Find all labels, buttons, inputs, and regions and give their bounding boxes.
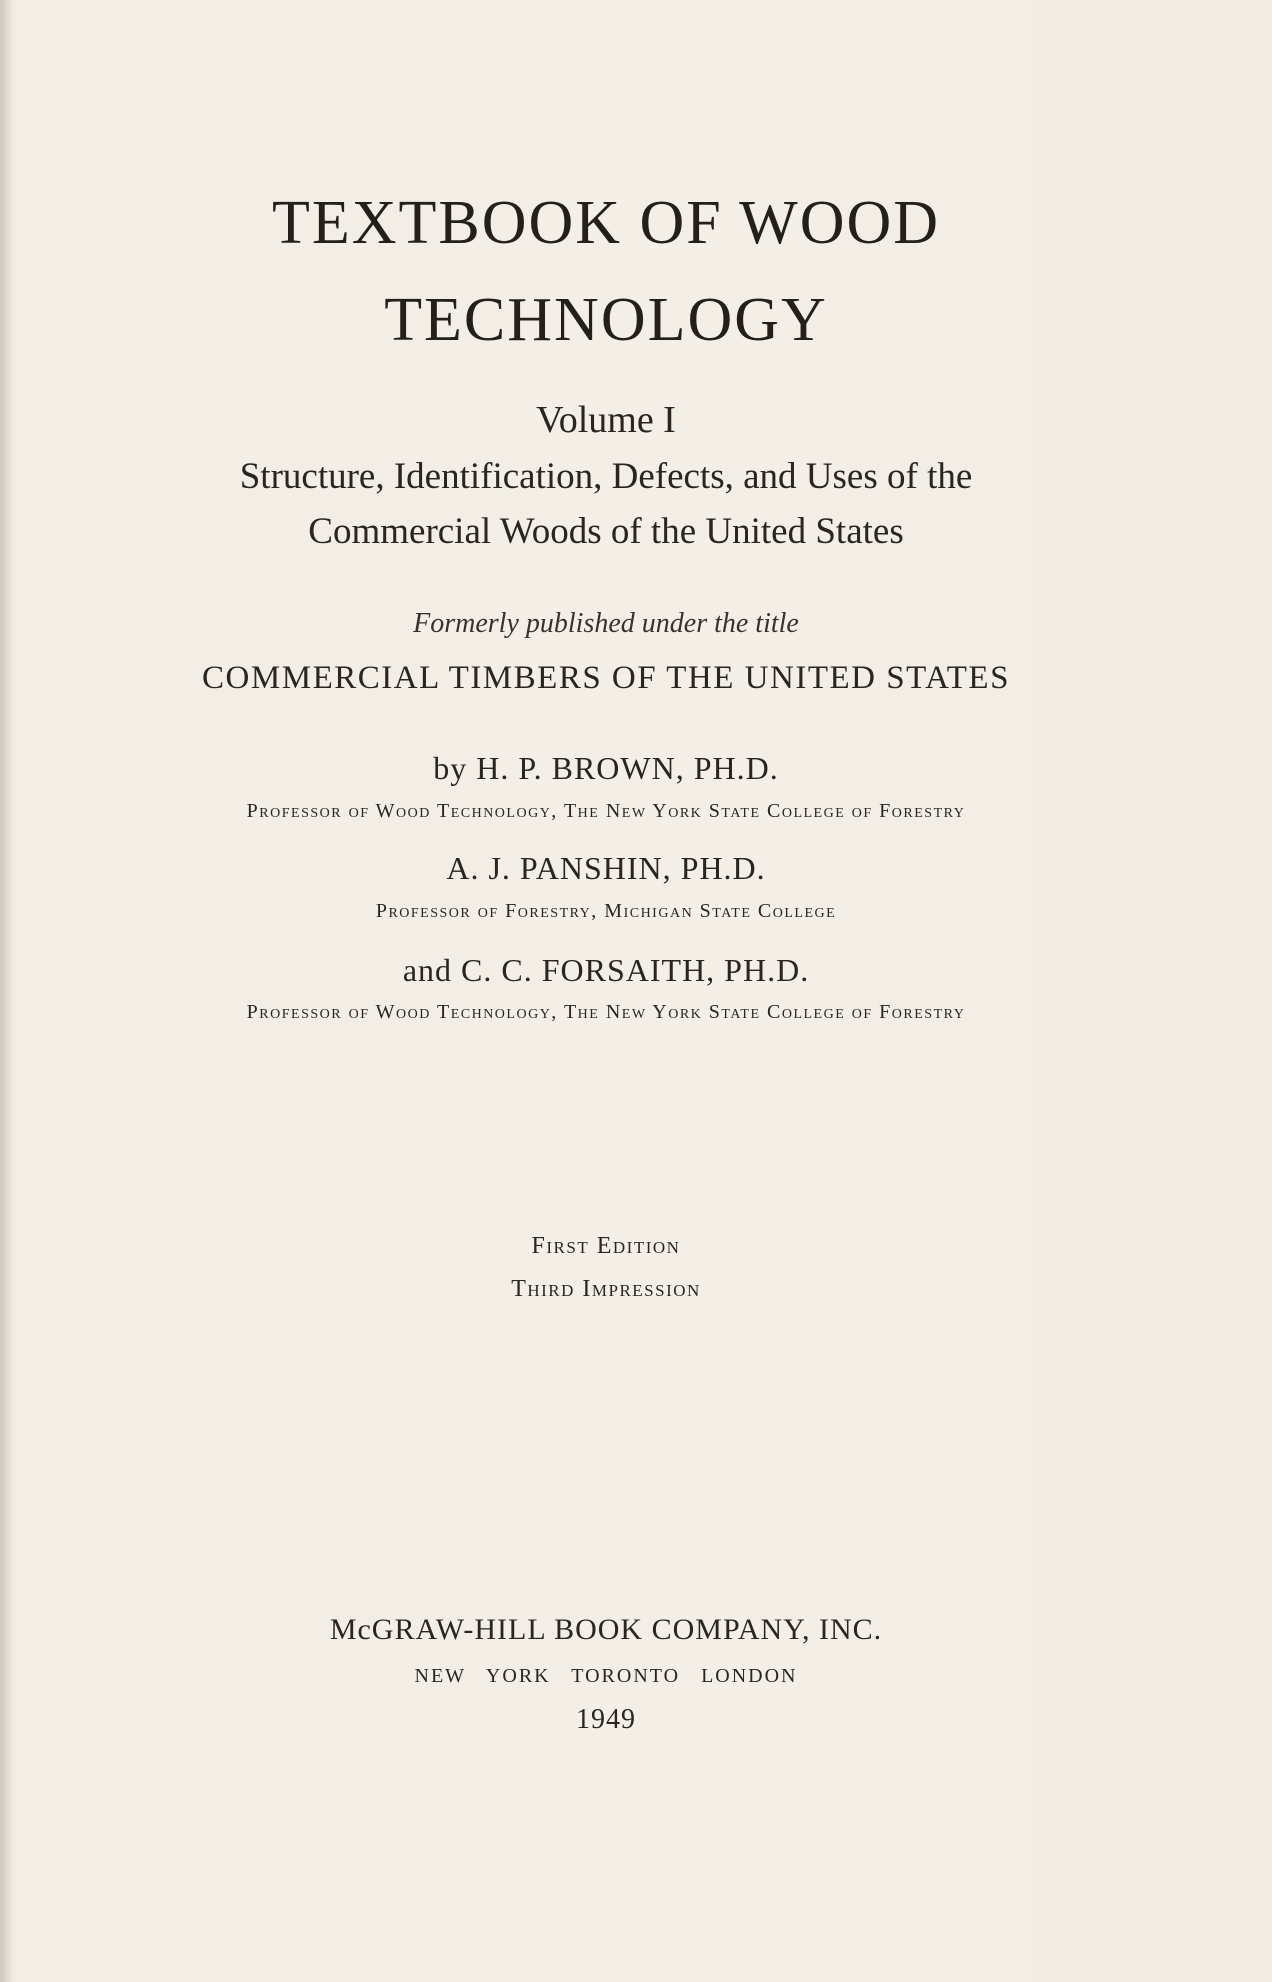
book-title-line-1: TEXTBOOK OF WOOD <box>271 189 941 257</box>
publication-year: 1949 <box>576 1704 636 1735</box>
impression-label: Third Impression <box>511 1276 701 1302</box>
publisher-cities: NEW YORK TORONTO LONDON <box>414 1665 798 1687</box>
author-name-forsaith: and C. C. FORSAITH, PH.D. <box>402 952 810 988</box>
volume-label: Volume I <box>536 399 676 441</box>
book-title-line-2: TECHNOLOGY <box>384 286 828 354</box>
author-affiliation-brown: Professor of Wood Technology, The New York State College of Forestry <box>246 800 966 822</box>
author-affiliation-panshin: Professor of Forestry, Michigan State College <box>375 900 837 922</box>
former-title-note: Formerly published under the title <box>413 608 799 639</box>
publisher-name: McGRAW-HILL BOOK COMPANY, INC. <box>329 1613 883 1646</box>
subtitle-line-2: Commercial Woods of the United States <box>308 511 904 552</box>
author-name-brown: by H. P. BROWN, PH.D. <box>433 750 779 786</box>
author-name-panshin: A. J. PANSHIN, PH.D. <box>446 850 766 886</box>
subtitle-line-1: Structure, Identification, Defects, and Uses of the <box>239 456 973 497</box>
author-affiliation-forsaith: Professor of Wood Technology, The New York State College of Forestry <box>246 1001 966 1023</box>
former-title: COMMERCIAL TIMBERS OF THE UNITED STATES <box>202 660 1010 696</box>
edition-label: First Edition <box>531 1233 681 1259</box>
